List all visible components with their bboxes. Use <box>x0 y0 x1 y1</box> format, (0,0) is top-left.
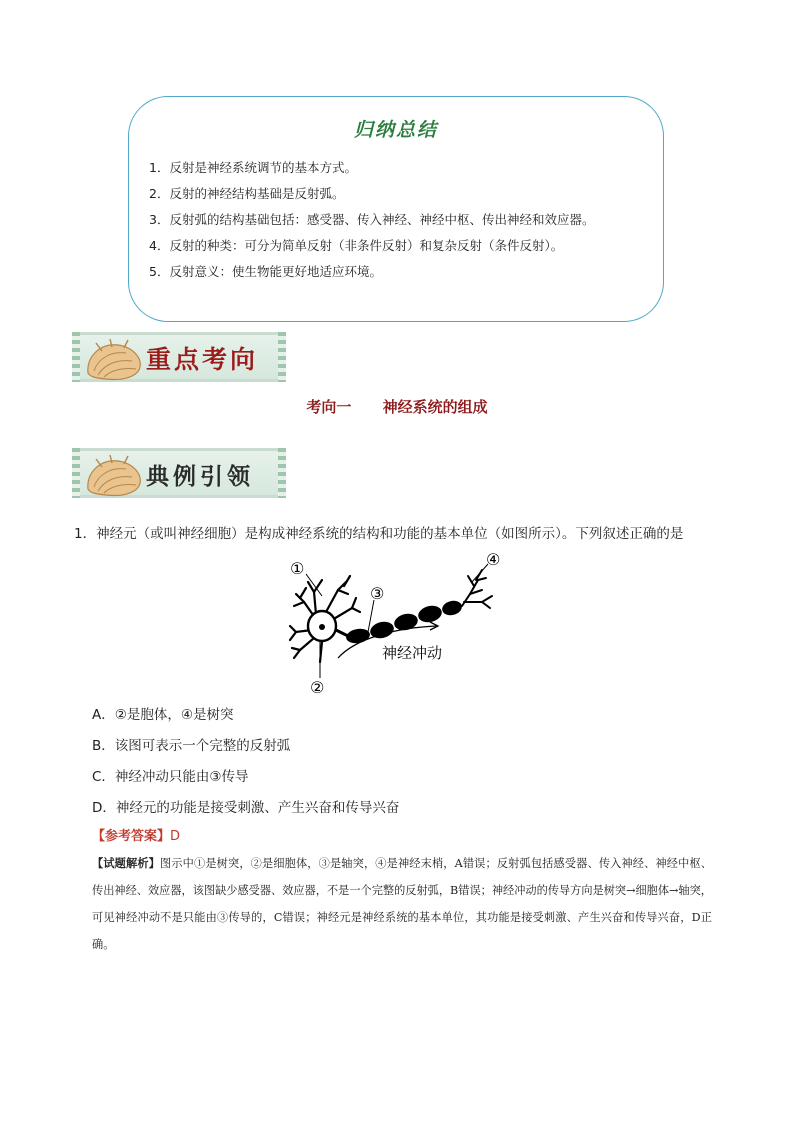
reference-answer <box>92 825 180 844</box>
figure-label-4: ④ <box>486 550 501 569</box>
figure-label-1: ① <box>290 559 305 578</box>
summary-box <box>128 96 664 322</box>
option-a: A．②是胞体，④是树突 <box>92 707 234 723</box>
neuron-figure <box>286 550 516 698</box>
banner-focus-text: 重点考向 <box>146 345 259 374</box>
summary-item: 3．反射弧的结构基础包括：感受器、传入神经、神经中枢、传出神经和效应器。 <box>149 212 595 227</box>
summary-item: 4．反射的种类：可分为简单反射（非条件反射）和复杂反射（条件反射）。 <box>149 238 564 253</box>
option-b: B．该图可表示一个完整的反射弧 <box>92 738 291 754</box>
analysis-label: 【试题解析】 <box>92 857 160 870</box>
summary-item: 2．反射的神经结构基础是反射弧。 <box>149 186 345 201</box>
shell-icon <box>82 453 146 499</box>
options-list <box>92 700 399 824</box>
shell-icon <box>82 337 146 383</box>
figure-label-3: ③ <box>370 584 385 603</box>
option-d: D．神经元的功能是接受刺激、产生兴奋和传导兴奋 <box>92 800 400 816</box>
question-stem: 1．神经元（或叫神经细胞）是构成神经系统的结构和功能的基本单位（如图所示）。下列叙述正确的是 <box>74 526 684 542</box>
banner-example <box>76 448 282 498</box>
analysis <box>92 850 712 958</box>
banner-focus <box>76 332 282 382</box>
analysis-text: 图示中①是树突，②是细胞体，③是轴突，④是神经末梢，A错误；反射弧包括感受器、传入神经、神经中枢、传出神经、效应器，该图缺少感受器、效应器，不是一个完整的反射弧，B错误；神经冲动的传导方向是树突→细胞体→轴突，可见神经冲动不是只能由③传导的，C错误；神经元是神经系统的基本单位，其功能是接受刺激、产生兴奋和传导兴奋，D正确。 <box>92 857 712 951</box>
option-c: C．神经冲动只能由③传导 <box>92 769 249 785</box>
figure-label-impulse: 神经冲动 <box>382 644 443 662</box>
answer-label: 【参考答案】 <box>92 829 171 844</box>
summary-title: 归纳总结 <box>353 119 438 141</box>
answer-value: D <box>170 829 181 844</box>
summary-item: 5．反射意义：使生物能更好地适应环境。 <box>149 264 382 279</box>
section-heading: 考向一 神经系统的组成 <box>306 398 488 416</box>
summary-list <box>149 155 594 285</box>
banner-example-text: 典例引领 <box>146 463 254 490</box>
summary-item: 1．反射是神经系统调节的基本方式。 <box>149 160 357 175</box>
figure-label-2: ② <box>310 678 325 697</box>
